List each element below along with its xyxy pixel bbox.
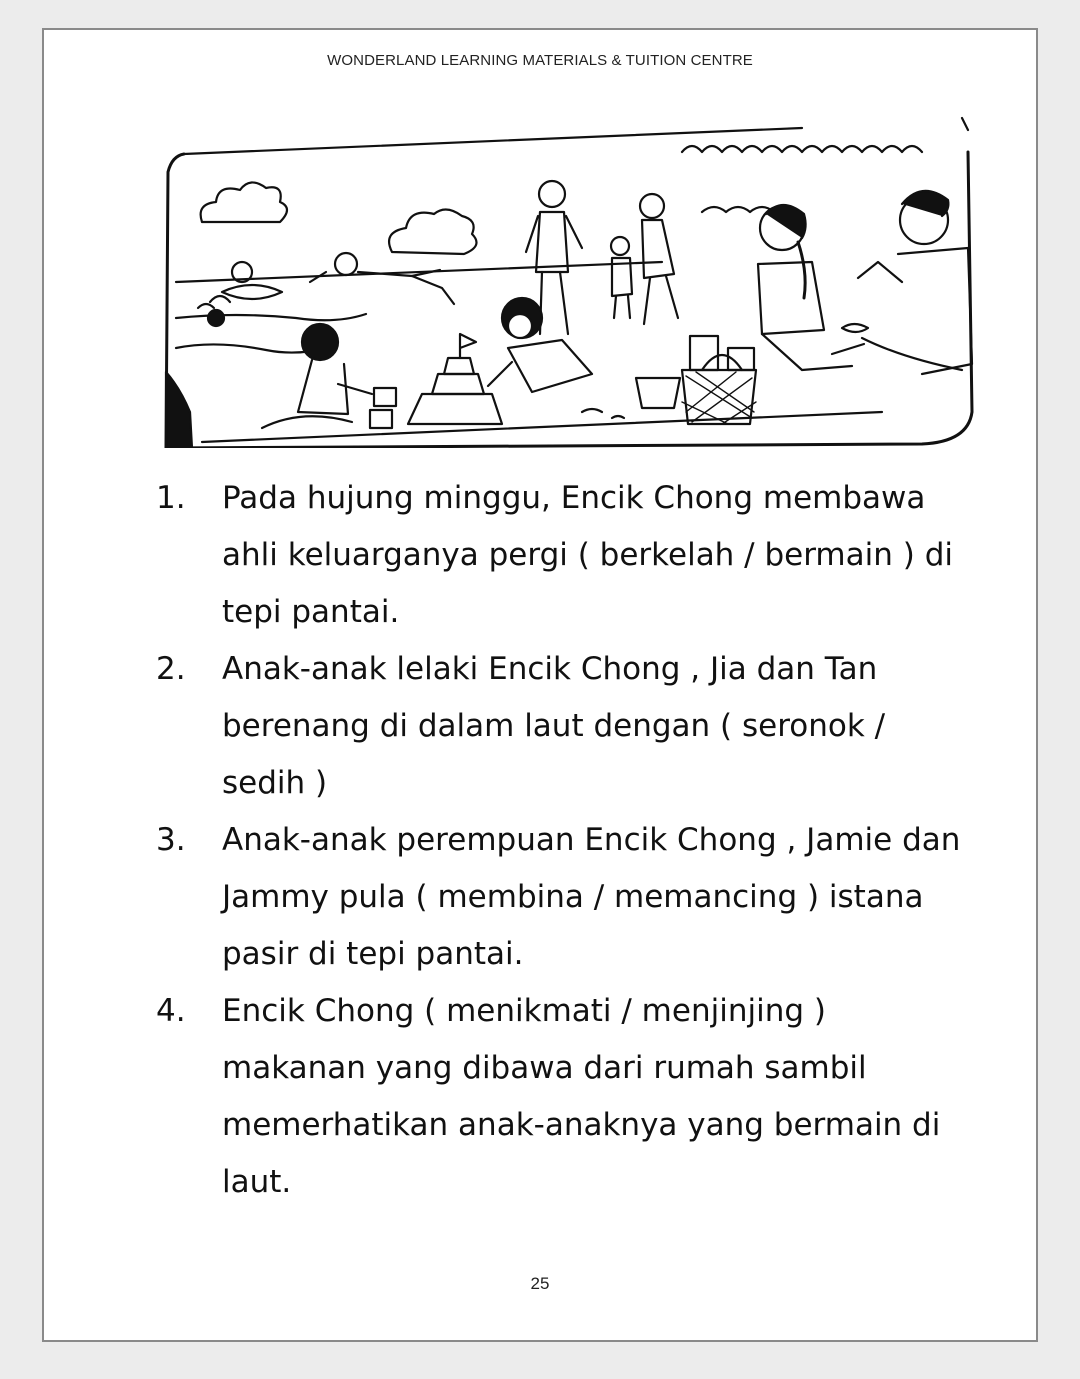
page-number: 25 xyxy=(530,1274,550,1293)
worksheet-page xyxy=(42,28,1038,1342)
question-list xyxy=(156,470,976,1211)
beach-picnic-illustration xyxy=(162,112,974,448)
question-number: 4. xyxy=(156,993,186,1029)
question-text: Encik Chong ( menikmati / menjinjing ) makanan yang dibawa dari rumah sambil memerhatikan anak-anaknya yang bermain di laut. xyxy=(222,993,941,1200)
question-number: 2. xyxy=(156,651,186,687)
question-text: Anak-anak perempuan Encik Chong , Jamie dan Jammy pula ( membina / memancing ) istana pasir di tepi pantai. xyxy=(222,822,961,972)
question-item xyxy=(156,641,976,812)
page-header: WONDERLAND LEARNING MATERIALS & TUITION CENTRE xyxy=(327,52,753,69)
question-item xyxy=(156,812,976,983)
question-text: Pada hujung minggu, Encik Chong membawa ahli keluarganya pergi ( berkelah / bermain ) di tepi pantai. xyxy=(222,480,953,630)
question-text: Anak-anak lelaki Encik Chong , Jia dan Tan berenang di dalam laut dengan ( seronok / sedih ) xyxy=(222,651,886,801)
question-item xyxy=(156,983,976,1211)
question-number: 1. xyxy=(156,480,186,516)
question-item xyxy=(156,470,976,641)
question-number: 3. xyxy=(156,822,186,858)
